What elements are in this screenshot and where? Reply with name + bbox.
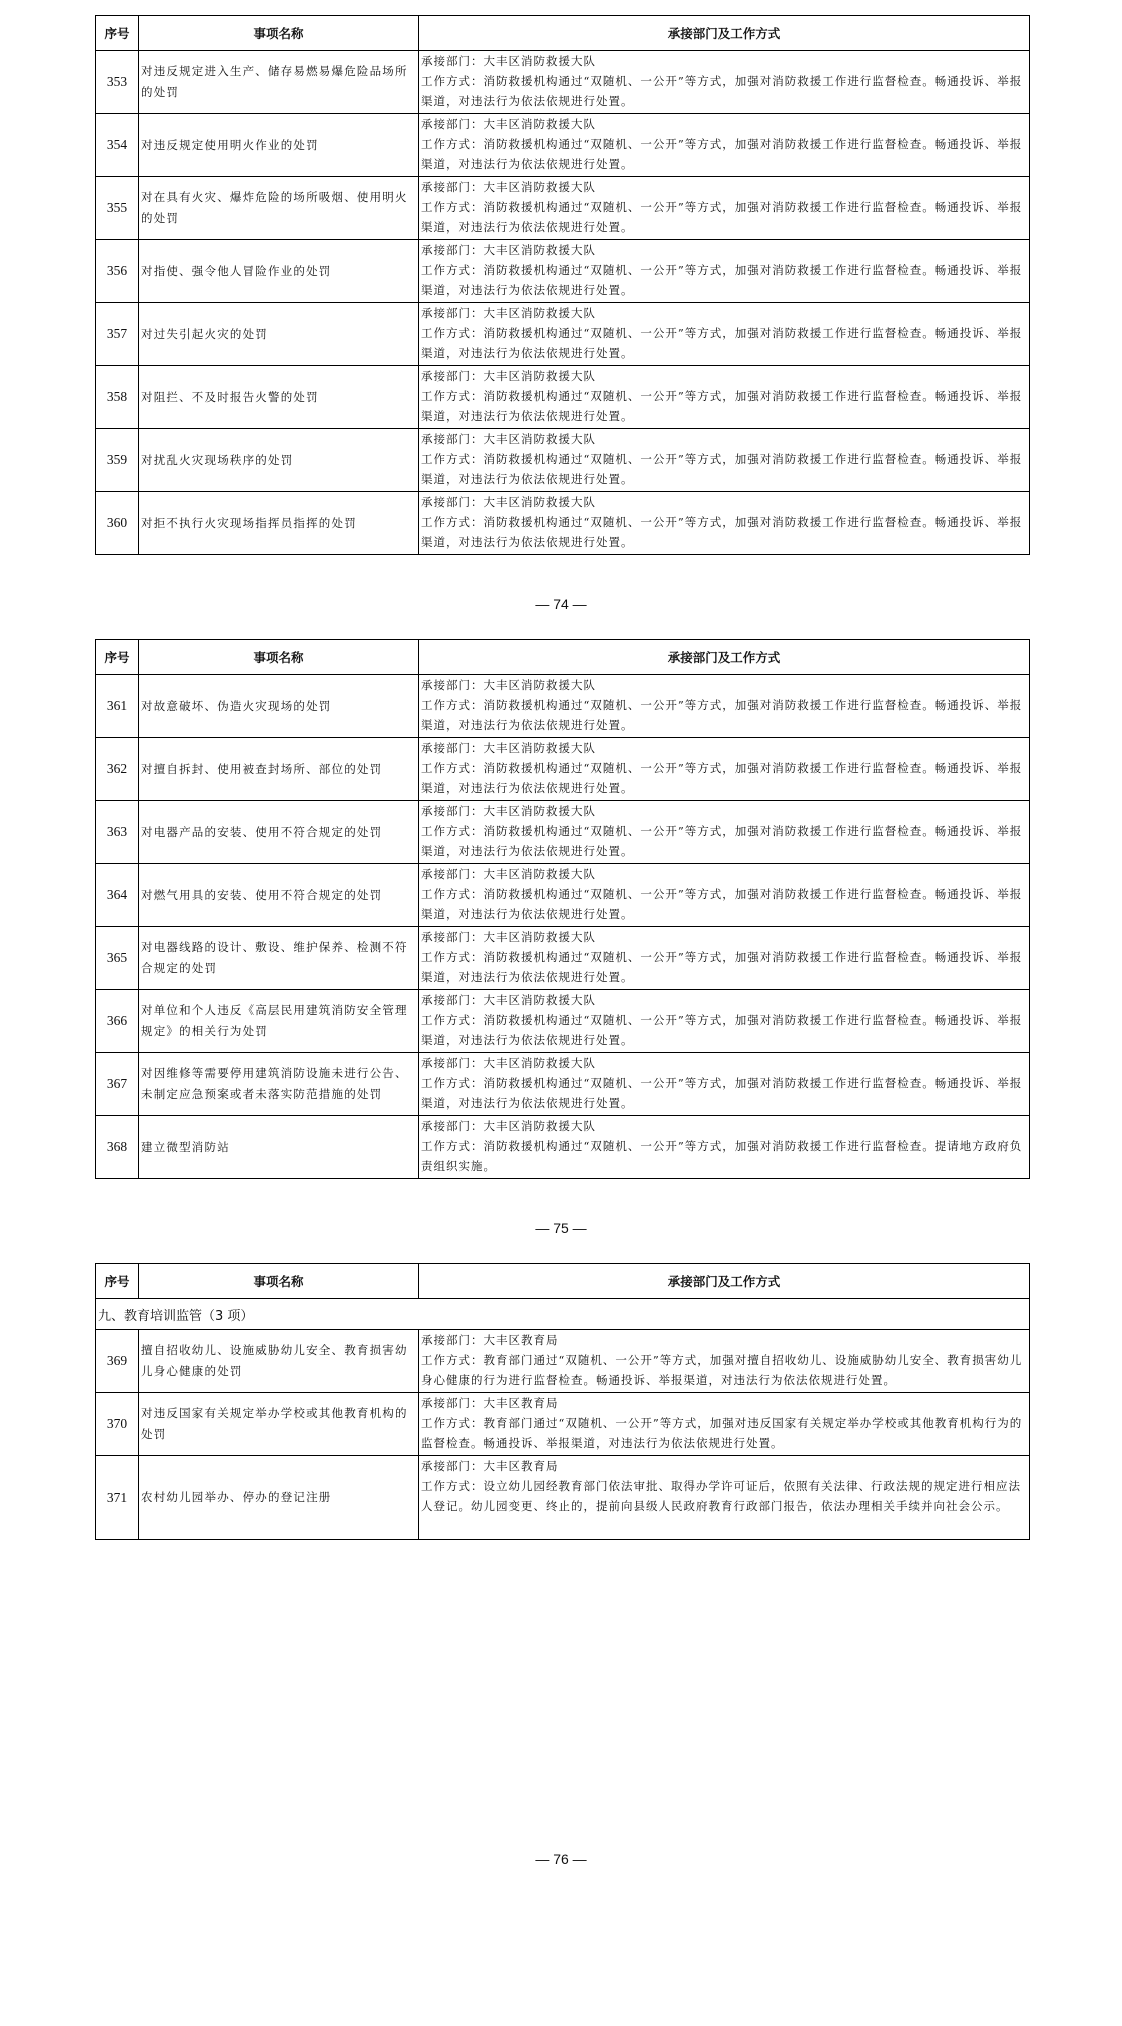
dept-method xyxy=(419,927,1030,990)
table-row xyxy=(96,927,1030,990)
item-name: 对过失引起火灾的处罚 xyxy=(139,303,419,366)
header-no: 序号 xyxy=(96,640,139,675)
row-number: 364 xyxy=(96,864,139,927)
row-number: 353 xyxy=(96,51,139,114)
row-number: 370 xyxy=(96,1393,139,1456)
page-number: — 74 — xyxy=(535,596,587,612)
table-row xyxy=(96,492,1030,555)
dept-label: 承接部门：大丰区消防救援大队 xyxy=(421,993,596,1007)
table-row xyxy=(96,1456,1030,1540)
dept-method xyxy=(419,177,1030,240)
item-name: 对阻拦、不及时报告火警的处罚 xyxy=(139,366,419,429)
row-number: 367 xyxy=(96,1053,139,1116)
row-number: 358 xyxy=(96,366,139,429)
table-row xyxy=(96,303,1030,366)
row-number: 361 xyxy=(96,675,139,738)
table-header-row xyxy=(96,1264,1030,1299)
row-number: 355 xyxy=(96,177,139,240)
table-row xyxy=(96,177,1030,240)
table-row xyxy=(96,1330,1030,1393)
table-row xyxy=(96,240,1030,303)
section-row xyxy=(96,1299,1030,1330)
table-row xyxy=(96,366,1030,429)
dept-label: 承接部门：大丰区消防救援大队 xyxy=(421,432,596,446)
item-name: 对指使、强令他人冒险作业的处罚 xyxy=(139,240,419,303)
table-row xyxy=(96,51,1030,114)
dept-method xyxy=(419,240,1030,303)
dept-method xyxy=(419,303,1030,366)
item-name: 对单位和个人违反《高层民用建筑消防安全管理规定》的相关行为处罚 xyxy=(139,990,419,1053)
dept-label: 承接部门：大丰区消防救援大队 xyxy=(421,867,596,881)
header-name: 事项名称 xyxy=(139,1264,419,1299)
row-number: 356 xyxy=(96,240,139,303)
item-name: 对违反规定使用明火作业的处罚 xyxy=(139,114,419,177)
method-text: 工作方式：消防救援机构通过“双随机、一公开”等方式，加强对消防救援工作进行监督检查。畅通投诉、举报渠道，对违法行为依法依规进行处置。 xyxy=(421,950,1023,984)
dept-label: 承接部门：大丰区消防救援大队 xyxy=(421,804,596,818)
header-dept: 承接部门及工作方式 xyxy=(419,1264,1030,1299)
method-text: 工作方式：消防救援机构通过“双随机、一公开”等方式，加强对消防救援工作进行监督检查。畅通投诉、举报渠道，对违法行为依法依规进行处置。 xyxy=(421,137,1023,171)
header-dept: 承接部门及工作方式 xyxy=(419,16,1030,51)
item-name: 对在具有火灾、爆炸危险的场所吸烟、使用明火的处罚 xyxy=(139,177,419,240)
item-name: 建立微型消防站 xyxy=(139,1116,419,1179)
dept-method xyxy=(419,1456,1030,1540)
method-text: 工作方式：消防救援机构通过“双随机、一公开”等方式，加强对消防救援工作进行监督检查。畅通投诉、举报渠道，对违法行为依法依规进行处置。 xyxy=(421,515,1023,549)
method-text: 工作方式：教育部门通过“双随机、一公开”等方式，加强对擅自招收幼儿、设施威胁幼儿安全、教育损害幼儿身心健康的行为进行监督检查。畅通投诉、举报渠道，对违法行为依法依规进行处置。 xyxy=(421,1353,1023,1387)
method-text: 工作方式：消防救援机构通过“双随机、一公开”等方式，加强对消防救援工作进行监督检查。畅通投诉、举报渠道，对违法行为依法依规进行处置。 xyxy=(421,200,1023,234)
row-number: 365 xyxy=(96,927,139,990)
table-row xyxy=(96,801,1030,864)
dept-method xyxy=(419,492,1030,555)
item-name: 对因维修等需要停用建筑消防设施未进行公告、未制定应急预案或者未落实防范措施的处罚 xyxy=(139,1053,419,1116)
dept-label: 承接部门：大丰区教育局 xyxy=(421,1396,559,1410)
method-text: 工作方式：消防救援机构通过“双随机、一公开”等方式，加强对消防救援工作进行监督检查。畅通投诉、举报渠道，对违法行为依法依规进行处置。 xyxy=(421,389,1023,423)
method-text: 工作方式：消防救援机构通过“双随机、一公开”等方式，加强对消防救援工作进行监督检查。畅通投诉、举报渠道，对违法行为依法依规进行处置。 xyxy=(421,452,1023,486)
method-text: 工作方式：消防救援机构通过“双随机、一公开”等方式，加强对消防救援工作进行监督检查。提请地方政府负责组织实施。 xyxy=(421,1139,1023,1173)
table-row xyxy=(96,1053,1030,1116)
table-row xyxy=(96,429,1030,492)
table-row xyxy=(96,675,1030,738)
method-text: 工作方式：消防救援机构通过“双随机、一公开”等方式，加强对消防救援工作进行监督检查。畅通投诉、举报渠道，对违法行为依法依规进行处置。 xyxy=(421,74,1023,108)
dept-label: 承接部门：大丰区教育局 xyxy=(421,1459,559,1473)
dept-label: 承接部门：大丰区消防救援大队 xyxy=(421,1056,596,1070)
dept-label: 承接部门：大丰区教育局 xyxy=(421,1333,559,1347)
table-row xyxy=(96,990,1030,1053)
method-text: 工作方式：消防救援机构通过“双随机、一公开”等方式，加强对消防救援工作进行监督检查。畅通投诉、举报渠道，对违法行为依法依规进行处置。 xyxy=(421,887,1023,921)
method-text: 工作方式：教育部门通过“双随机、一公开”等方式，加强对违反国家有关规定举办学校或其他教育机构行为的监督检查。畅通投诉、举报渠道，对违法行为依法依规进行处置。 xyxy=(421,1416,1023,1450)
section-title: 九、教育培训监管（3 项） xyxy=(96,1299,1030,1330)
method-text: 工作方式：设立幼儿园经教育部门依法审批、取得办学许可证后，依照有关法律、行政法规的规定进行相应法人登记。幼儿园变更、终止的，提前向县级人民政府教育行政部门报告，依法办理相关手续并向社会公示。 xyxy=(421,1479,1021,1513)
dept-method xyxy=(419,1393,1030,1456)
item-name: 对电器产品的安装、使用不符合规定的处罚 xyxy=(139,801,419,864)
header-name: 事项名称 xyxy=(139,640,419,675)
dept-label: 承接部门：大丰区消防救援大队 xyxy=(421,930,596,944)
dept-method xyxy=(419,990,1030,1053)
method-text: 工作方式：消防救援机构通过“双随机、一公开”等方式，加强对消防救援工作进行监督检查。畅通投诉、举报渠道，对违法行为依法依规进行处置。 xyxy=(421,761,1023,795)
method-text: 工作方式：消防救援机构通过“双随机、一公开”等方式，加强对消防救援工作进行监督检查。畅通投诉、举报渠道，对违法行为依法依规进行处置。 xyxy=(421,824,1023,858)
page-number: — 76 — xyxy=(535,1851,587,1867)
table-row xyxy=(96,738,1030,801)
table-row xyxy=(96,864,1030,927)
table-row xyxy=(96,114,1030,177)
dept-method xyxy=(419,51,1030,114)
table-header-row xyxy=(96,16,1030,51)
dept-label: 承接部门：大丰区消防救援大队 xyxy=(421,54,596,68)
item-name: 对违反国家有关规定举办学校或其他教育机构的处罚 xyxy=(139,1393,419,1456)
page-number: — 75 — xyxy=(535,1220,587,1236)
row-number: 359 xyxy=(96,429,139,492)
dept-method xyxy=(419,675,1030,738)
row-number: 371 xyxy=(96,1456,139,1540)
dept-method xyxy=(419,366,1030,429)
dept-label: 承接部门：大丰区消防救援大队 xyxy=(421,243,596,257)
dept-method xyxy=(419,1330,1030,1393)
table-row xyxy=(96,1393,1030,1456)
item-name: 对擅自拆封、使用被查封场所、部位的处罚 xyxy=(139,738,419,801)
method-text: 工作方式：消防救援机构通过“双随机、一公开”等方式，加强对消防救援工作进行监督检查。畅通投诉、举报渠道，对违法行为依法依规进行处置。 xyxy=(421,1013,1023,1047)
item-name: 对燃气用具的安装、使用不符合规定的处罚 xyxy=(139,864,419,927)
dept-method xyxy=(419,801,1030,864)
dept-label: 承接部门：大丰区消防救援大队 xyxy=(421,741,596,755)
row-number: 362 xyxy=(96,738,139,801)
dept-label: 承接部门：大丰区消防救援大队 xyxy=(421,678,596,692)
dept-label: 承接部门：大丰区消防救援大队 xyxy=(421,117,596,131)
dept-label: 承接部门：大丰区消防救援大队 xyxy=(421,495,596,509)
header-dept: 承接部门及工作方式 xyxy=(419,640,1030,675)
dept-label: 承接部门：大丰区消防救援大队 xyxy=(421,1119,596,1133)
dept-method xyxy=(419,738,1030,801)
table-row xyxy=(96,1116,1030,1179)
header-name: 事项名称 xyxy=(139,16,419,51)
method-text: 工作方式：消防救援机构通过“双随机、一公开”等方式，加强对消防救援工作进行监督检查。畅通投诉、举报渠道，对违法行为依法依规进行处置。 xyxy=(421,326,1023,360)
row-number: 357 xyxy=(96,303,139,366)
item-name: 农村幼儿园举办、停办的登记注册 xyxy=(139,1456,419,1540)
dept-method xyxy=(419,429,1030,492)
row-number: 354 xyxy=(96,114,139,177)
table-page-76 xyxy=(95,1263,1030,1540)
header-no: 序号 xyxy=(96,1264,139,1299)
dept-method xyxy=(419,1116,1030,1179)
row-number: 369 xyxy=(96,1330,139,1393)
dept-label: 承接部门：大丰区消防救援大队 xyxy=(421,369,596,383)
method-text: 工作方式：消防救援机构通过“双随机、一公开”等方式，加强对消防救援工作进行监督检查。畅通投诉、举报渠道，对违法行为依法依规进行处置。 xyxy=(421,1076,1023,1110)
item-name: 擅自招收幼儿、设施威胁幼儿安全、教育损害幼儿身心健康的处罚 xyxy=(139,1330,419,1393)
item-name: 对故意破坏、伪造火灾现场的处罚 xyxy=(139,675,419,738)
row-number: 368 xyxy=(96,1116,139,1179)
method-text: 工作方式：消防救援机构通过“双随机、一公开”等方式，加强对消防救援工作进行监督检查。畅通投诉、举报渠道，对违法行为依法依规进行处置。 xyxy=(421,263,1023,297)
item-name: 对扰乱火灾现场秩序的处罚 xyxy=(139,429,419,492)
table-header-row xyxy=(96,640,1030,675)
dept-method xyxy=(419,1053,1030,1116)
item-name: 对拒不执行火灾现场指挥员指挥的处罚 xyxy=(139,492,419,555)
item-name: 对电器线路的设计、敷设、维护保养、检测不符合规定的处罚 xyxy=(139,927,419,990)
dept-label: 承接部门：大丰区消防救援大队 xyxy=(421,306,596,320)
header-no: 序号 xyxy=(96,16,139,51)
row-number: 360 xyxy=(96,492,139,555)
row-number: 366 xyxy=(96,990,139,1053)
dept-method xyxy=(419,864,1030,927)
item-name: 对违反规定进入生产、储存易燃易爆危险品场所的处罚 xyxy=(139,51,419,114)
table-page-75 xyxy=(95,639,1030,1179)
dept-label: 承接部门：大丰区消防救援大队 xyxy=(421,180,596,194)
method-text: 工作方式：消防救援机构通过“双随机、一公开”等方式，加强对消防救援工作进行监督检查。畅通投诉、举报渠道，对违法行为依法依规进行处置。 xyxy=(421,698,1023,732)
dept-method xyxy=(419,114,1030,177)
row-number: 363 xyxy=(96,801,139,864)
table-page-74 xyxy=(95,15,1030,555)
